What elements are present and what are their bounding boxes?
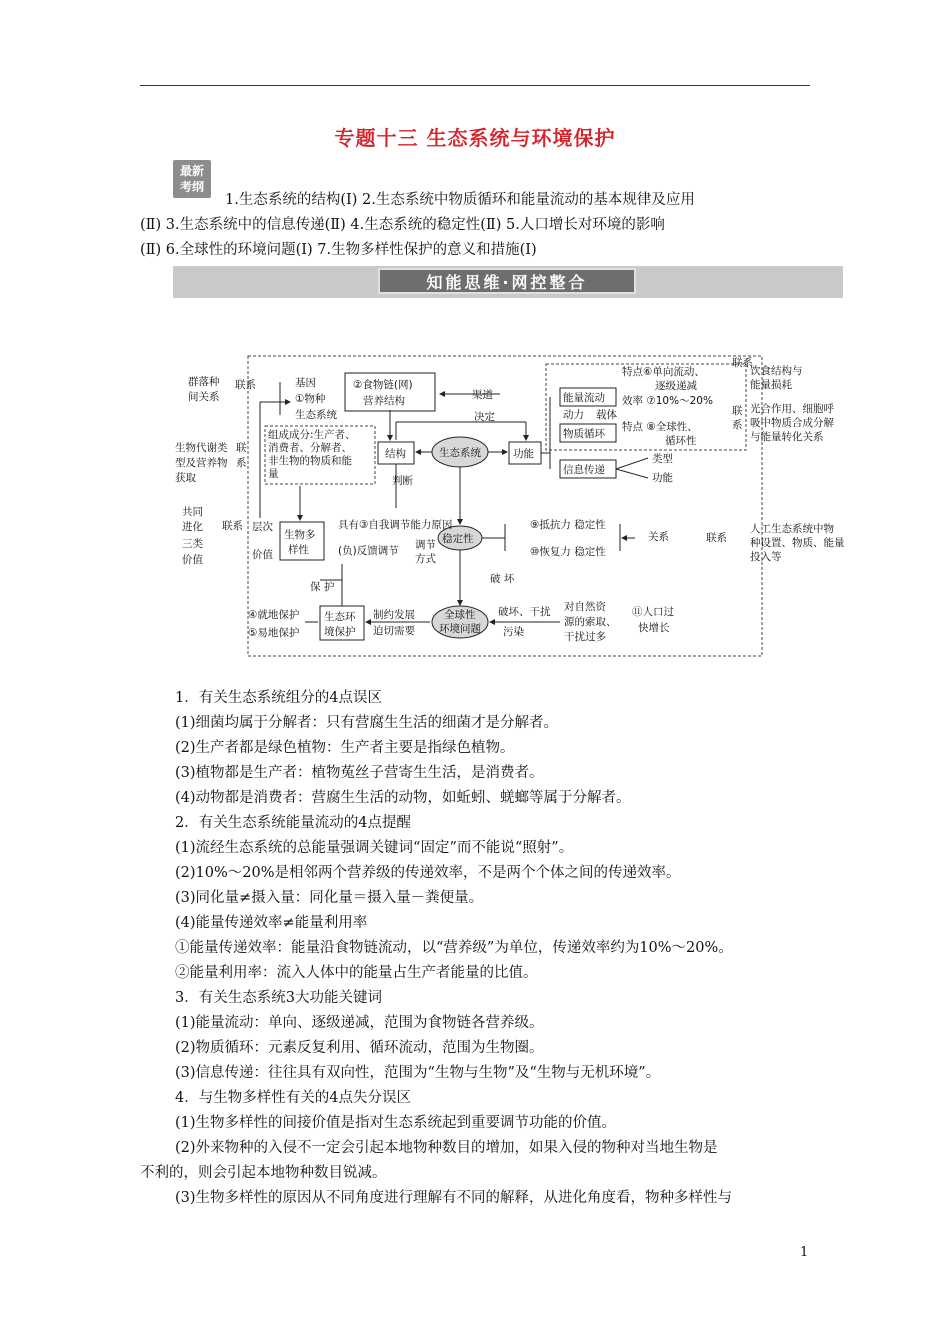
label-zaiti: 载体 — [596, 409, 617, 421]
body-line-20: 不利的，则会引起本地物种数目锐减。 — [140, 1165, 387, 1181]
label-gongneng2: 功能 — [652, 472, 673, 484]
body-line-7: (1)流经生态系统的总能量强调关键词“固定”而不能说“照射”。 — [175, 840, 574, 856]
label-dikang: ⑨抵抗力 稳定性 — [530, 519, 606, 531]
label-jiazhi: 价值 — [252, 549, 273, 561]
comp-l3: 非生物的物质和能 — [268, 455, 352, 467]
syllabus-line-1: 1.生态系统的结构(Ⅰ) 2.生态系统中物质循环和能量流动的基本规律及应用 — [225, 192, 695, 208]
node-baohu2: 境保护 — [324, 626, 356, 638]
rnote-guanghe3: 与能量转化关系 — [750, 431, 824, 443]
label-tiaojie1: 调节 — [415, 539, 436, 551]
node-duoyang2: 样性 — [288, 544, 309, 556]
section-banner-label: 知能思维·网控整合 — [378, 268, 636, 294]
body-line-4: (3)植物都是生产者：植物菟丝子营寄生生活，是消费者。 — [175, 765, 544, 781]
note-lianxi1: 联系 — [235, 379, 256, 391]
node-baohu1: 生态环 — [324, 611, 356, 623]
struct-jiyin: 基因 — [295, 377, 316, 389]
label-zhiyue1: 制约发展 — [373, 609, 415, 621]
struct-shengtai: 生态系统 — [295, 409, 337, 421]
body-line-1: 1．有关生态系统组分的4点误区 — [175, 690, 382, 706]
label-lianxi-r3: 系 — [732, 419, 743, 431]
label-guanxi: 关系 — [648, 531, 669, 543]
label-qudao: 渠道 — [472, 389, 493, 401]
body-line-2: (1)细菌均属于分解者：只有营腐生生活的细菌才是分解者。 — [175, 715, 559, 731]
body-line-6: 2．有关生态系统能量流动的4点提醒 — [175, 815, 411, 831]
label-zhiyue2: 迫切需要 — [373, 625, 415, 637]
label-huifu: ⑩恢复力 稳定性 — [530, 546, 606, 558]
badge-line1: 最新 — [179, 164, 204, 178]
rnote-guanghe2: 吸中物质合成分解 — [750, 417, 834, 429]
body-line-15: (2)物质循环：元素反复利用、循环流动，范围为生物圈。 — [175, 1040, 544, 1056]
rnote-rengong1: 人工生态系统中物 — [750, 523, 834, 535]
body-line-11: ①能量传递效率：能量沿食物链流动，以“营养级”为单位，传递效率约为10%～20%。 — [175, 940, 733, 956]
label-renkou2: 快增长 — [638, 622, 670, 634]
body-line-10: (4)能量传递效率≠能量利用率 — [175, 915, 368, 931]
node-center: 生态系统 — [439, 447, 481, 459]
label-yidi: ⑤易地保护 — [248, 627, 300, 639]
note-daixie3: 获取 — [175, 472, 196, 484]
body-line-21: (3)生物多样性的原因从不同角度进行理解有不同的解释，从进化角度看，物种多样性与 — [175, 1190, 733, 1206]
comp-l4: 量 — [268, 468, 279, 480]
page-number: 1 — [800, 1245, 809, 1260]
label-fankui: (负)反馈调节 — [338, 545, 399, 557]
label-panduan: 判断 — [392, 475, 413, 487]
body-line-19: (2)外来物种的入侵不一定会引起本地物种数目的增加，如果入侵的物种对当地生物是 — [175, 1140, 718, 1156]
comp-l2: 消费者、分解者、 — [268, 442, 352, 454]
body-line-17: 4．与生物多样性有关的4点失分误区 — [175, 1090, 411, 1106]
body-line-5: (4)动物都是消费者：营腐生生活的动物，如蚯蚓、蜣螂等属于分解者。 — [175, 790, 631, 806]
label-cengci: 层次 — [252, 521, 273, 533]
body-line-14: (1)能量流动：单向、逐级递减，范围为食物链各营养级。 — [175, 1015, 544, 1031]
label-lianxi-r1: 联系 — [732, 357, 753, 369]
note-jiazhi: 价值 — [182, 554, 203, 566]
label-dongli: 动力 — [563, 409, 584, 421]
note-daixie: 生物代谢类 — [175, 442, 228, 454]
body-line-12: ②能量利用率：流入人体中的能量占生产者能量的比值。 — [175, 965, 538, 981]
label-xunhuan: 循环性 — [665, 435, 697, 447]
node-wuzhi: 物质循环 — [563, 428, 605, 440]
note-lianxi4: 联系 — [222, 520, 243, 532]
label-pohuai: 破 坏 — [490, 573, 515, 585]
chain-l2: 营养结构 — [363, 395, 405, 407]
note-gongtong: 共同 — [182, 506, 203, 518]
note-lianxi3: 系 — [236, 457, 247, 469]
concept-map — [160, 350, 845, 665]
badge-line2: 考纲 — [179, 180, 204, 194]
node-nengliang: 能量流动 — [563, 392, 605, 404]
body-line-18: (1)生物多样性的间接价值是指对生态系统起到重要调节功能的价值。 — [175, 1115, 617, 1131]
note-sanlei: 三类 — [182, 538, 203, 550]
node-xinxi: 信息传递 — [563, 464, 605, 476]
note-jinhua: 进化 — [182, 521, 203, 533]
body-line-13: 3．有关生态系统3大功能关键词 — [175, 990, 382, 1006]
node-duoyang1: 生物多 — [284, 529, 316, 541]
label-tedian1: 特点⑥单向流动、 — [622, 366, 705, 378]
node-quanqiu2: 环境问题 — [439, 623, 481, 635]
label-lianxi-r4: 联系 — [706, 532, 727, 544]
label-tedian2: 特点 ⑧全球性、 — [622, 421, 698, 433]
node-wendingxing: 稳定性 — [442, 533, 474, 545]
rnote-yinshi1: 饮食结构与 — [750, 365, 803, 377]
chain-l1: ②食物链(网) — [353, 379, 413, 391]
label-tiaojie2: 方式 — [415, 553, 436, 565]
label-zhuji: 逐级递减 — [655, 380, 697, 392]
label-leixing: 类型 — [652, 453, 673, 465]
label-jiudi: ④就地保护 — [248, 609, 300, 621]
node-jiegou: 结构 — [385, 448, 406, 460]
note-daixie2: 型及营养物 — [175, 457, 228, 469]
body-line-8: (2)10%～20%是相邻两个营养级的传递效率，不是两个个体之间的传递效率。 — [175, 865, 681, 881]
node-gongneng: 功能 — [513, 448, 534, 460]
syllabus-line-3: (Ⅱ) 6.全球性的环境问题(Ⅰ) 7.生物多样性保护的意义和措施(Ⅰ) — [140, 242, 537, 258]
struct-wuzhong: ①物种 — [295, 393, 326, 405]
label-wuran: 污染 — [503, 626, 524, 638]
label-pohuai2: 破坏、干扰 — [498, 606, 551, 618]
rnote-rengong2: 种设置、物质、能量 — [750, 537, 845, 549]
body-line-9: (3)同化量≠摄入量：同化量＝摄入量－粪便量。 — [175, 890, 484, 906]
comp-l1: 组成成分:生产者、 — [268, 429, 356, 441]
rnote-yinshi2: 能量损耗 — [750, 379, 792, 391]
note-lianxi2: 联 — [236, 442, 247, 454]
syllabus-line-2: (Ⅱ) 3.生态系统中的信息传递(Ⅱ) 4.生态系统的稳定性(Ⅱ) 5.人口增长对环境的影响 — [140, 217, 665, 233]
rnote-guanghe1: 光合作用、细胞呼 — [750, 403, 834, 415]
label-suoqu3: 干扰过多 — [564, 631, 606, 643]
label-suoqu1: 对自然资 — [564, 601, 606, 613]
label-juyou: 具有③自我调节能力原因 — [338, 519, 453, 531]
label-jueding: 决定 — [474, 411, 495, 423]
label-baohu: 保 护 — [310, 581, 335, 593]
node-quanqiu1: 全球性 — [444, 609, 476, 621]
label-xiaolv: 效率 ⑦10%～20% — [622, 395, 713, 407]
label-renkou1: ⑪人口过 — [632, 606, 674, 618]
syllabus-badge — [173, 160, 211, 198]
label-lianxi-r2: 联 — [732, 405, 743, 417]
note-qunluo: 群落种 — [188, 376, 220, 388]
page-title: 专题十三 生态系统与环境保护 — [334, 126, 616, 150]
header-rule — [140, 85, 810, 86]
body-line-16: (3)信息传递：往往具有双向性，范围为“生物与生物”及“生物与无机环境”。 — [175, 1065, 661, 1081]
body-line-3: (2)生产者都是绿色植物：生产者主要是指绿色植物。 — [175, 740, 515, 756]
rnote-rengong3: 投入等 — [750, 551, 782, 563]
label-suoqu2: 源的索取、 — [564, 616, 617, 628]
note-qunluo2: 间关系 — [188, 391, 220, 403]
